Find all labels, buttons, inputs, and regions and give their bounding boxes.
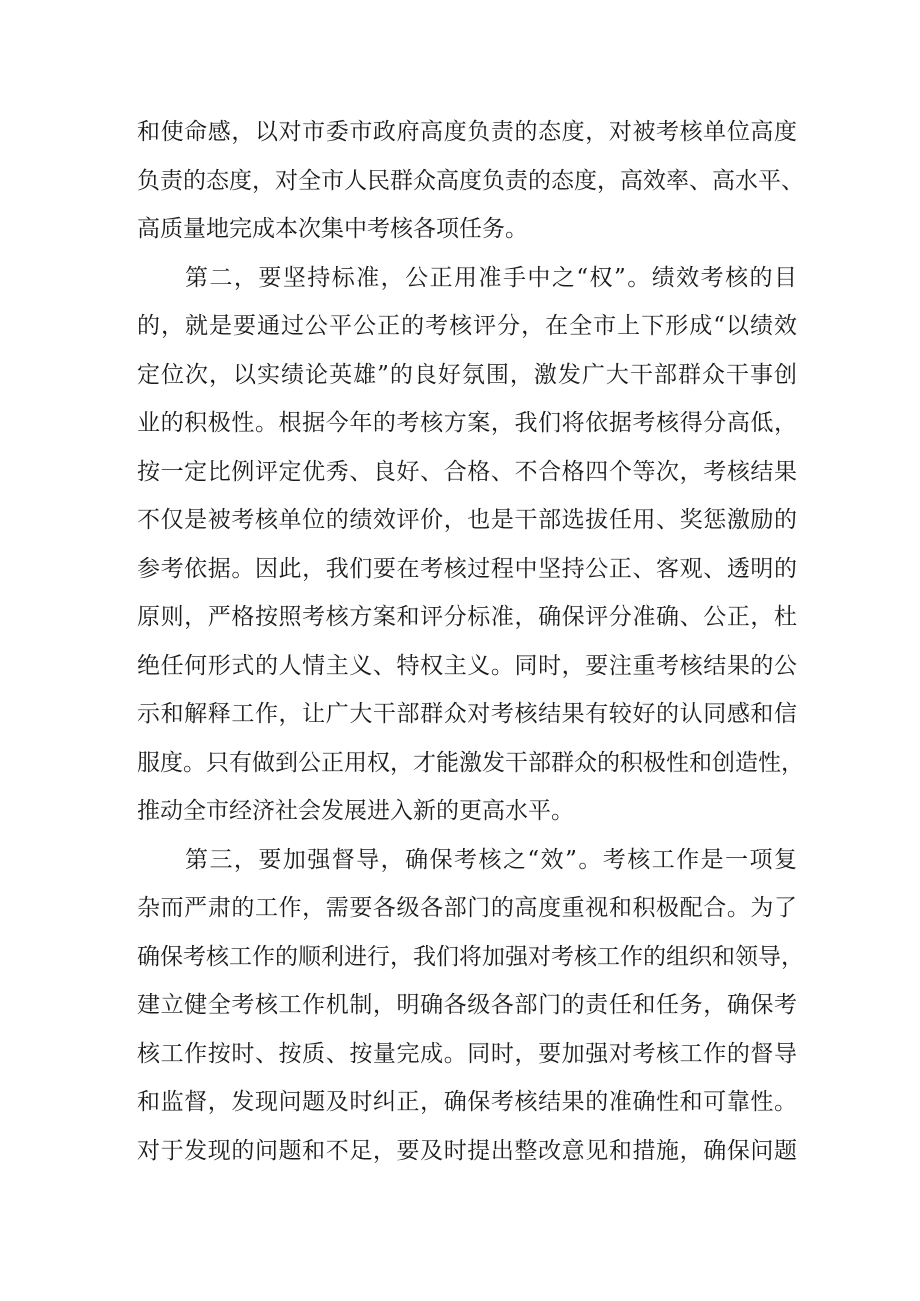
paragraph-start-line: 第二，要坚持标准，公正用准手中之“权”。绩效考核的目 (185, 264, 797, 291)
text-line: 杂而严肃的工作，需要各级各部门的高度重视和积极配合。为了 (137, 895, 797, 921)
text-line: 业的积极性。根据今年的考核方案，我们将依据考核得分高低， (137, 410, 797, 436)
text-line: 确保考核工作的顺利进行，我们将加强对考核工作的组织和领导， (137, 943, 804, 970)
text-line: 参考依据。因此，我们要在考核过程中坚持公正、客观、透明的 (137, 555, 797, 582)
text-line: 高质量地完成本次集中考核各项任务。 (137, 216, 528, 242)
text-line: 对于发现的问题和不足，要及时提出整改意见和措施，确保问题 (137, 1137, 797, 1164)
text-line: 不仅是被考核单位的绩效评价，也是干部选拔任用、奖惩激励的 (137, 507, 797, 533)
text-line: 建立健全考核工作机制，明确各级各部门的责任和任务，确保考 (137, 992, 797, 1018)
text-line: 绝任何形式的人情主义、特权主义。同时，要注重考核结果的公 (137, 652, 797, 679)
text-line: 负责的态度，对全市人民群众高度负责的态度，高效率、高水平、 (137, 167, 804, 194)
body-text (137, 108, 804, 1175)
text-line: 示和解释工作，让广大干部群众对考核结果有较好的认同感和信 (137, 701, 797, 727)
text-line: 按一定比例评定优秀、良好、合格、不合格四个等次，考核结果 (137, 458, 797, 485)
text-line: 服度。只有做到公正用权，才能激发干部群众的积极性和创造性， (137, 749, 804, 776)
text-line: 定位次，以实绩论英雄”的良好氛围，激发广大干部群众干事创 (137, 361, 797, 388)
text-line: 的，就是要通过公平公正的考核评分，在全市上下形成“以绩效 (137, 313, 797, 339)
text-line: 和监督，发现问题及时纠正，确保考核结果的准确性和可靠性。 (137, 1089, 797, 1115)
text-line: 推动全市经济社会发展进入新的更高水平。 (137, 798, 574, 824)
text-line: 原则，严格按照考核方案和评分标准，确保评分准确、公正，杜 (137, 604, 797, 630)
text-line: 核工作按时、按质、按量完成。同时，要加强对考核工作的督导 (137, 1040, 797, 1067)
paragraph-start-line: 第三，要加强督导，确保考核之“效”。考核工作是一项复 (185, 846, 797, 873)
text-line: 和使命感，以对市委市政府高度负责的态度，对被考核单位高度 (137, 119, 797, 145)
